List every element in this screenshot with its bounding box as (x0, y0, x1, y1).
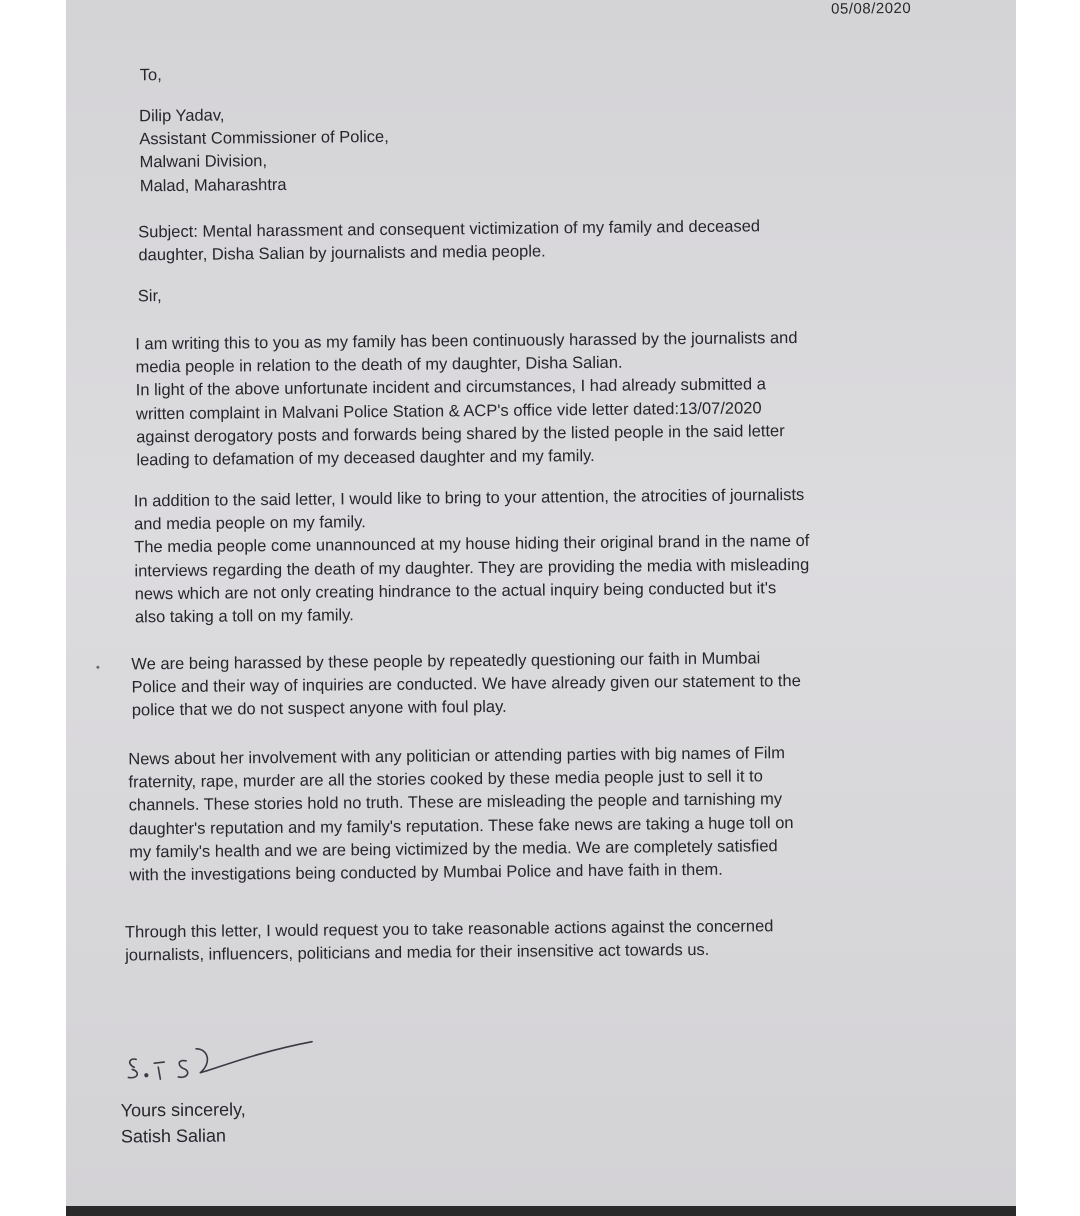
salutation-to: To, (139, 66, 162, 85)
paragraph-line: daughter's reputation and my family's reputation. These fake news are taking a huge toll on (128, 813, 794, 839)
letter-page (66, 0, 1016, 1216)
closing-block (121, 1096, 247, 1149)
subject-line: daughter, Disha Salian by journalists and media people. (138, 242, 546, 265)
paragraph-line: my family's health and we are being victimized by the media. We are completely satisfied (129, 837, 778, 862)
recipient-address (139, 103, 389, 198)
signatory-name: Satish Salian (120, 1125, 227, 1147)
paragraph-5 (125, 915, 774, 968)
bottom-edge-bar (66, 1206, 1016, 1216)
margin-mark (96, 666, 99, 669)
paragraph-line: Police and their way of inquiries are conducted. We have already given our statement to the (131, 672, 801, 697)
recipient-line: Malad, Maharashtra (139, 175, 287, 195)
paragraph-line: also taking a toll on my family. (134, 606, 354, 627)
paragraph-line: We are being harassed by these people by repeatedly questioning our faith in Mumbai (131, 649, 761, 674)
paragraph-line: The media people come unannounced at my house hiding their original brand in the name of (134, 532, 810, 557)
recipient-line: Dilip Yadav, (139, 106, 225, 126)
paragraph-line: leading to defamation of my deceased daughter and my family. (136, 446, 595, 470)
paragraph-line: interviews regarding the death of my daughter. They are providing the media with misleading (134, 555, 810, 580)
paragraph-line: News about her involvement with any politician or attending parties with big names of Film (128, 744, 786, 769)
recipient-line: Assistant Commissioner of Police, (139, 128, 389, 149)
paragraph-line: media people in relation to the death of my daughter, Disha Salian. (135, 353, 623, 377)
paragraph-line: and media people on my family. (133, 513, 366, 534)
paragraph-line: with the investigations being conducted by Mumbai Police and have faith in them. (129, 860, 723, 885)
letter-date: 05/08/2020 (831, 0, 912, 18)
paragraph-4 (128, 742, 794, 888)
subject (138, 215, 760, 267)
paragraph-1 (135, 327, 798, 473)
greeting: Sir, (137, 287, 162, 306)
paragraph-line: Through this letter, I would request you to take reasonable actions against the concerned (124, 917, 774, 942)
paragraph-2 (134, 484, 810, 630)
paragraph-line: written complaint in Malvani Police Station & ACP's office vide letter dated:13/07/2020 (135, 398, 762, 423)
paragraph-line: against derogatory posts and forwards being shared by the listed people in the said letter (136, 421, 785, 447)
paragraph-line: channels. These stories hold no truth. These are misleading the people and tarnishing my (128, 790, 783, 815)
closing-line: Yours sincerely, (120, 1099, 246, 1121)
handwritten-signature (116, 1021, 367, 1093)
paragraph-line: fraternity, rape, murder are all the stories cooked by these media people just to sell it to (128, 767, 763, 792)
subject-line: Subject: Mental harassment and consequent victimization of my family and deceased (138, 217, 761, 242)
recipient-line: Malwani Division, (139, 152, 268, 172)
paragraph-line: police that we do not suspect anyone with foul play. (131, 698, 507, 720)
paragraph-line: I am writing this to you as my family has been continuously harassed by the journalists and (135, 328, 798, 354)
paragraph-line: In light of the above unfortunate incident and circumstances, I had already submitted a (135, 375, 766, 400)
paragraph-line: news which are not only creating hindrance to the actual inquiry being conducted but it's (134, 579, 777, 604)
letter-photo (66, 0, 1016, 1216)
paragraph-3 (131, 647, 801, 723)
paragraph-line: In addition to the said letter, I would like to bring to your attention, the atrocities of journalists (133, 485, 805, 511)
paragraph-line: journalists, influencers, politicians and media for their insensitive act towards us. (125, 941, 710, 965)
